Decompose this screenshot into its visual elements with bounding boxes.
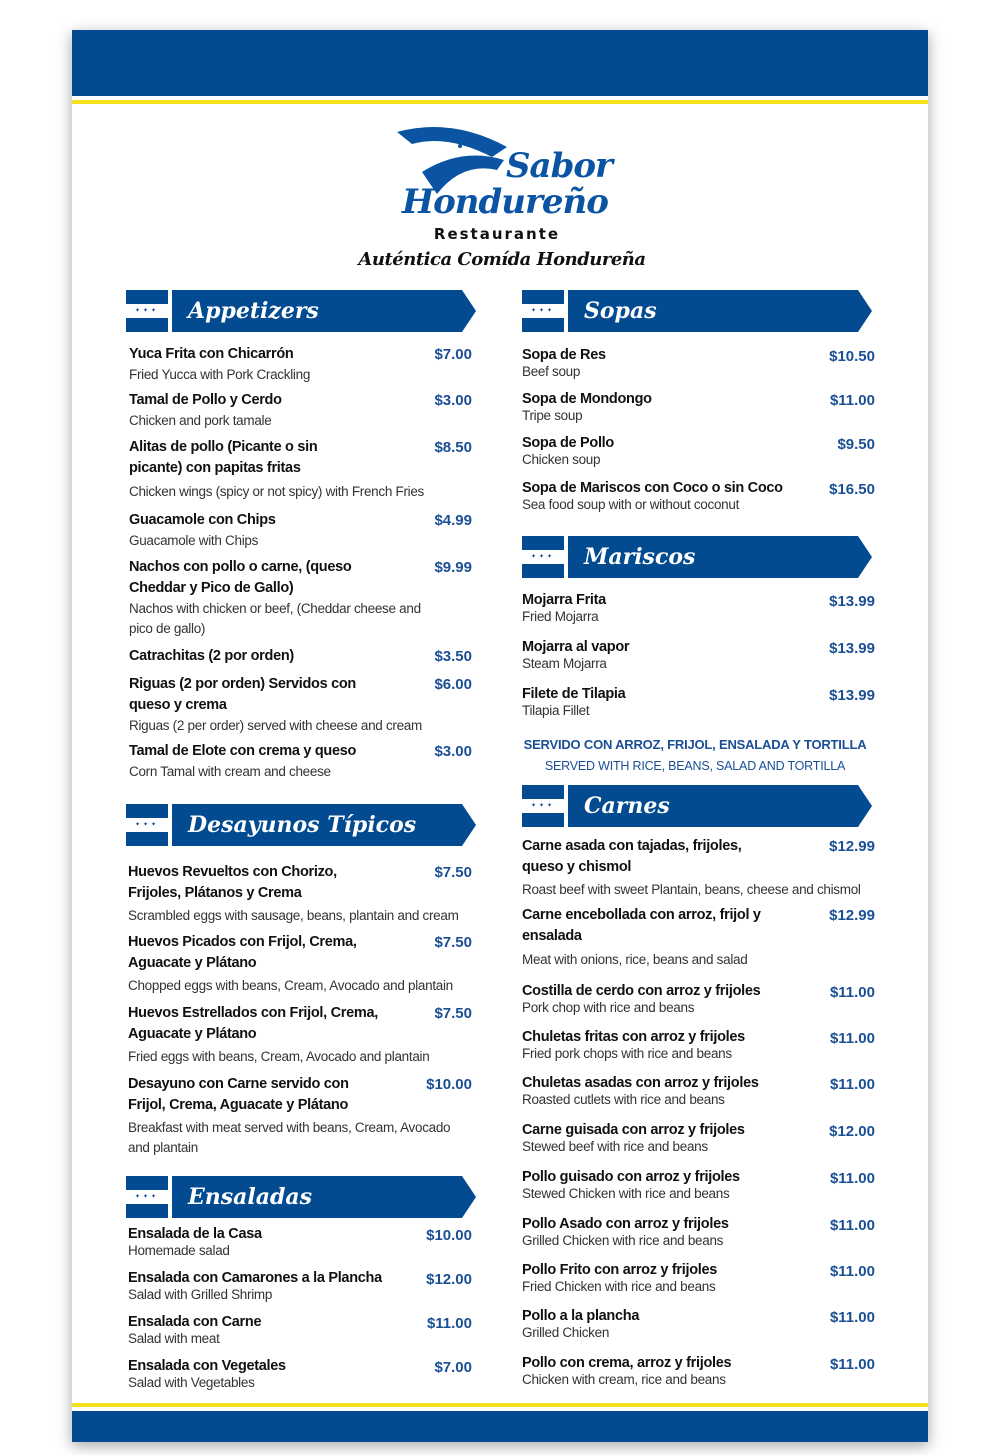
menu-item: Pollo con crema, arroz y frijoles Chicken with cream, rice and beans $11.00	[522, 1355, 875, 1387]
menu-item: Alitas de pollo (Picante o sin picante) con papitas fritas Chicken wings (spicy or not spicy) with French Fries $8.50	[129, 439, 472, 499]
bottom-blue-band	[72, 1411, 928, 1442]
item-price: $3.50	[434, 648, 472, 665]
honduras-flag-icon: ✦✦✦	[522, 785, 564, 827]
section-title: Sopas	[584, 298, 657, 324]
menu-item: Sopa de Mariscos con Coco o sin Coco Sea food soup with or without coconut $16.50	[522, 480, 875, 512]
section-header-desayunos	[126, 804, 476, 846]
menu-page	[72, 30, 928, 1442]
mariscos-note-en: SERVED WITH RICE, BEANS, SALAD AND TORTILLA	[544, 759, 846, 773]
honduras-flag-icon: ✦✦✦	[126, 804, 168, 846]
item-price: $9.50	[837, 436, 875, 453]
menu-item: Pollo Asado con arroz y frijoles Grilled Chicken with rice and beans $11.00	[522, 1216, 875, 1248]
item-price: $6.00	[434, 676, 472, 693]
menu-item: Huevos Picados con Frijol, Crema, Aguacate y Plátano Chopped eggs with beans, Cream, Avocado and plantain $7.50	[128, 934, 472, 993]
item-price: $11.00	[829, 1076, 875, 1093]
section-title: Mariscos	[584, 544, 696, 570]
item-price: $3.00	[434, 392, 472, 409]
section-title: Carnes	[584, 793, 670, 819]
menu-item: Chuletas fritas con arroz y frijoles Fried pork chops with rice and beans $11.00	[522, 1029, 875, 1061]
menu-item: Chuletas asadas con arroz y frijoles Roasted cutlets with rice and beans $11.00	[522, 1075, 875, 1107]
item-price: $11.00	[829, 1356, 875, 1373]
menu-item: Nachos con pollo o carne, (queso Cheddar y Pico de Gallo) Nachos with chicken or beef, (Cheddar cheese and pico de gallo) $9.99	[129, 559, 472, 636]
item-price: $16.50	[829, 481, 875, 498]
menu-item: Pollo guisado con arroz y frijoles Stewed Chicken with rice and beans $11.00	[522, 1169, 875, 1201]
section-title: Ensaladas	[188, 1184, 313, 1210]
item-price: $12.00	[426, 1271, 472, 1288]
mariscos-note-es: SERVIDO CON ARROZ, FRIJOL, ENSALADA Y TORTILLA	[523, 737, 867, 752]
item-price: $10.50	[829, 348, 875, 365]
item-price: $11.00	[829, 1309, 875, 1326]
top-yellow-stripe	[72, 100, 928, 104]
honduras-flag-icon: ✦✦✦	[126, 1176, 168, 1218]
section-header-ensaladas	[126, 1176, 476, 1218]
item-price: $4.99	[434, 512, 472, 529]
menu-item: Sopa de Pollo Chicken soup $9.50	[522, 435, 875, 467]
menu-item: Huevos Revueltos con Chorizo, Frijoles, Plátanos y Crema Scrambled eggs with sausage, beans, plantain and cream $7.50	[128, 864, 472, 923]
logo-restaurante: Restaurante	[433, 225, 561, 243]
menu-item: Sopa de Mondongo Tripe soup $11.00	[522, 391, 875, 423]
menu-item: Huevos Estrellados con Frijol, Crema, Aguacate y Plátano Fried eggs with beans, Cream, Avocado and plantain $7.50	[128, 1005, 472, 1064]
item-price: $11.00	[426, 1315, 472, 1332]
item-price: $12.00	[829, 1123, 875, 1140]
menu-item: Ensalada con Carne Salad with meat $11.00	[128, 1314, 472, 1346]
menu-item: Carne encebollada con arroz, frijol y ensalada Meat with onions, rice, beans and salad $12.99	[522, 907, 875, 967]
item-price: $7.50	[434, 864, 472, 881]
item-price: $10.00	[426, 1227, 472, 1244]
item-price: $11.00	[829, 1030, 875, 1047]
item-price: $10.00	[426, 1076, 472, 1093]
item-price: $11.00	[829, 984, 875, 1001]
menu-item: Pollo a la plancha Grilled Chicken $11.00	[522, 1308, 875, 1340]
item-price: $7.50	[434, 1005, 472, 1022]
item-price: $11.00	[829, 1217, 875, 1234]
logo-sabor: Sabor	[506, 146, 612, 186]
section-header-sopas	[522, 290, 872, 332]
menu-item: Tamal de Pollo y Cerdo Chicken and pork tamale $3.00	[129, 392, 472, 428]
honduras-flag-icon: ✦✦✦	[522, 536, 564, 578]
section-header-appetizers	[126, 290, 476, 332]
item-price: $13.99	[829, 640, 875, 657]
menu-item: Carne guisada con arroz y frijoles Stewed beef with rice and beans $12.00	[522, 1122, 875, 1154]
honduras-flag-icon: ✦✦✦	[522, 290, 564, 332]
menu-item: Carne asada con tajadas, frijoles, queso y chismol Roast beef with sweet Plantain, beans, cheese and chismol $12.99	[522, 838, 875, 897]
item-price: $12.99	[829, 907, 875, 924]
menu-item: Guacamole con Chips Guacamole with Chips $4.99	[129, 512, 472, 548]
section-header-mariscos	[522, 536, 872, 578]
section-title: Appetizers	[188, 298, 319, 324]
menu-item: Ensalada de la Casa Homemade salad $10.00	[128, 1226, 472, 1258]
item-price: $11.00	[829, 1263, 875, 1280]
item-price: $7.50	[434, 934, 472, 951]
item-price: $9.99	[434, 559, 472, 576]
section-title: Desayunos Típicos	[188, 812, 417, 838]
menu-item: Desayuno con Carne servido con Frijol, Crema, Aguacate y Plátano Breakfast with meat served with beans, Cream, Avocado and plantain $10.00	[128, 1076, 472, 1155]
menu-item: Filete de Tilapia Tilapia Fillet $13.99	[522, 686, 875, 718]
menu-item: Yuca Frita con Chicarrón Fried Yucca with Pork Crackling $7.00	[129, 346, 472, 382]
menu-item: Riguas (2 por orden) Servidos con queso y crema Riguas (2 per order) served with cheese and cream $6.00	[129, 676, 472, 733]
tagline: Auténtica Comída Hondureña	[358, 249, 646, 270]
menu-item: Pollo Frito con arroz y frijoles Fried Chicken with rice and beans $11.00	[522, 1262, 875, 1294]
item-price: $13.99	[829, 593, 875, 610]
item-price: $8.50	[434, 439, 472, 456]
menu-item: Sopa de Res Beef soup $10.50	[522, 347, 875, 379]
item-price: $11.00	[829, 1170, 875, 1187]
menu-item: Costilla de cerdo con arroz y frijoles Pork chop with rice and beans $11.00	[522, 983, 875, 1015]
menu-item: Ensalada con Camarones a la Plancha Salad with Grilled Shrimp $12.00	[128, 1270, 472, 1302]
item-price: $7.00	[434, 1359, 472, 1376]
bottom-yellow-stripe	[72, 1403, 928, 1407]
section-header-carnes	[522, 785, 872, 827]
menu-item: Mojarra Frita Fried Mojarra $13.99	[522, 592, 875, 624]
menu-item: Ensalada con Vegetales Salad with Vegetables $7.00	[128, 1358, 472, 1390]
item-price: $13.99	[829, 687, 875, 704]
logo-hondureno: Hondureño	[402, 182, 608, 222]
item-price: $11.00	[829, 392, 875, 409]
item-price: $3.00	[434, 743, 472, 760]
menu-item: Catrachitas (2 por orden) $3.50	[129, 648, 472, 665]
menu-item: Mojarra al vapor Steam Mojarra $13.99	[522, 639, 875, 671]
item-price: $7.00	[434, 346, 472, 363]
item-price: $12.99	[829, 838, 875, 855]
top-blue-band	[72, 30, 928, 96]
honduras-flag-icon: ✦✦✦	[126, 290, 168, 332]
menu-item: Tamal de Elote con crema y queso Corn Tamal with cream and cheese $3.00	[129, 743, 472, 779]
